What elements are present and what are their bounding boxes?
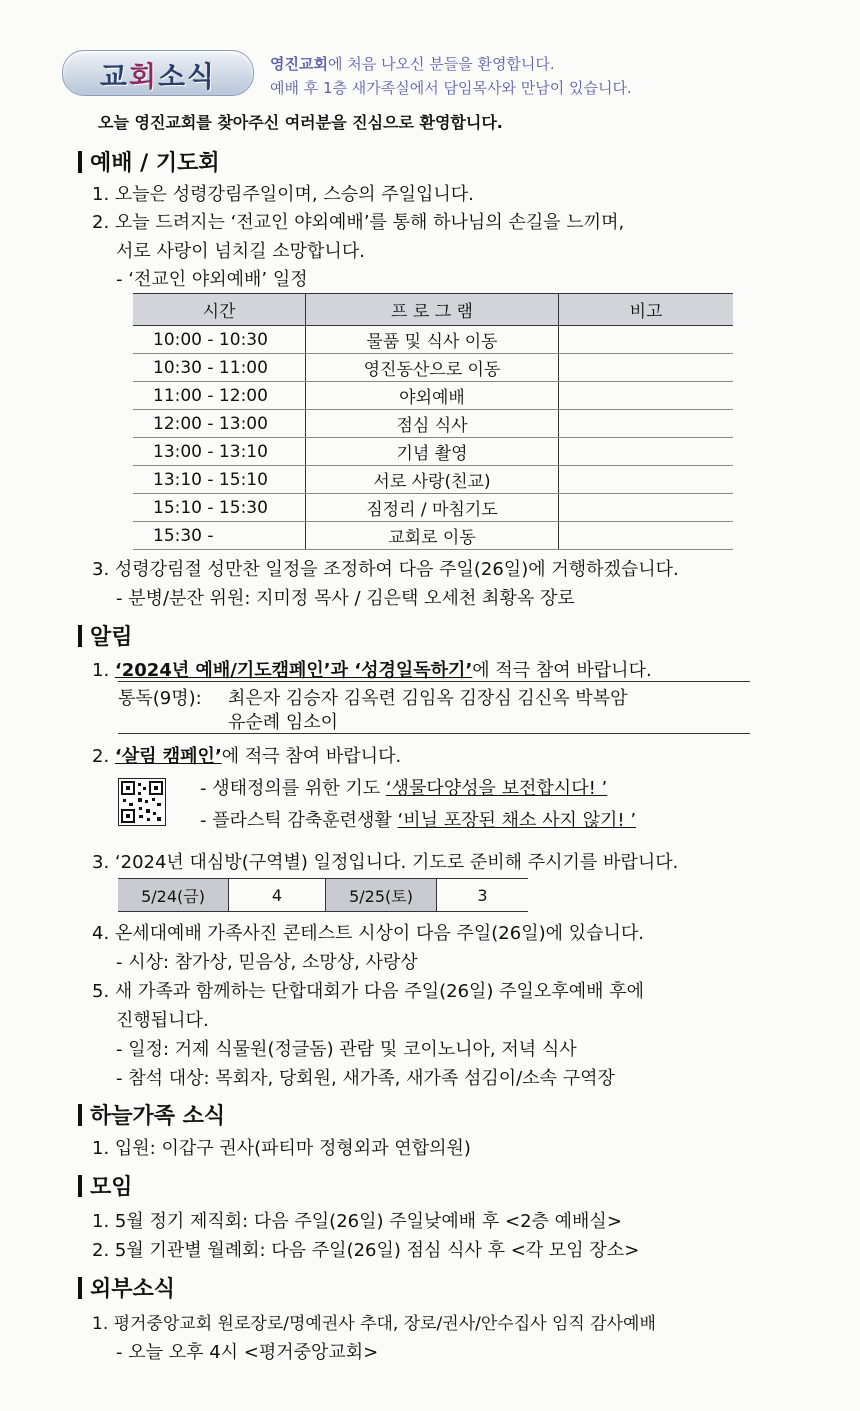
section-title-notice: 알림 [78, 620, 133, 651]
table-header: 시간 [133, 294, 306, 326]
intro-line-1: 영진교회에 처음 나오신 분들을 환영합니다. [270, 55, 555, 73]
table-row [118, 879, 528, 912]
meeting-item-1: 1. 5월 정기 제직회: 다음 주일(26일) 주일낮예배 후 <2층 예배실> [92, 1211, 622, 1232]
qr-code-icon[interactable] [118, 778, 166, 826]
notice-item-1: 1. ‘2024년 예배/기도캠페인’과 ‘성경일독하기’에 적극 참여 바랍니다. [92, 660, 652, 681]
external-item-1-sub: - 오늘 오후 4시 <평거중앙교회> [116, 1342, 379, 1363]
notice-item-5a: 5. 새 가족과 함께하는 단합대회가 다음 주일(26일) 주일오후예배 후에 [92, 981, 644, 1002]
date-cell: 5/25(토) [326, 879, 437, 912]
table-header-row [133, 294, 733, 326]
notice-item-4-sub: - 시상: 참가상, 믿음상, 소망상, 사랑상 [116, 952, 418, 973]
count-cell: 4 [229, 879, 326, 912]
table-row: 13:00 - 13:10 기념 촬영 [133, 438, 733, 466]
reading-label: 통독(9명): [118, 688, 202, 709]
worship-item-2a: 2. 오늘 드려지는 ‘전교인 야외예배’를 통해 하나님의 손길을 느끼며, [92, 212, 625, 233]
worship-item-3: 3. 성령강림절 성만찬 일정을 조정하여 다음 주일(26일)에 거행하겠습니다. [92, 559, 679, 580]
church-name: 영진교회 [270, 55, 328, 73]
table-row: 11:00 - 12:00 야외예배 [133, 382, 733, 410]
table-header: 프 로 그 램 [306, 294, 559, 326]
notice-item-5-sub1: - 일정: 거제 식물원(정글돔) 관람 및 코이노니아, 저녁 식사 [116, 1039, 577, 1060]
table-row: 10:30 - 11:00 영진동산으로 이동 [133, 354, 733, 382]
campaign-line-2: - 플라스틱 감축훈련생활 ‘비닐 포장된 채소 사지 않기! ’ [200, 810, 637, 831]
count-cell: 3 [437, 879, 529, 912]
intro-line-2: 예배 후 1층 새가족실에서 담임목사와 만남이 있습니다. [270, 79, 632, 97]
table-row: 15:10 - 15:30 짐정리 / 마침기도 [133, 494, 733, 522]
notice-item-2: 2. ‘살림 캠페인’에 적극 참여 바랍니다. [92, 746, 402, 767]
schedule-caption: - ‘전교인 야외예배’ 일정 [116, 269, 308, 290]
section-title-family: 하늘가족 소식 [78, 1099, 225, 1130]
worship-item-3-sub: - 분병/분잔 위원: 지미정 목사 / 김은택 오세천 최황옥 장로 [116, 588, 575, 609]
table-header: 비고 [559, 294, 734, 326]
reading-names-2: 유순례 임소이 [228, 712, 339, 733]
section-title-meeting: 모임 [78, 1170, 133, 1201]
meeting-item-2: 2. 5월 기관별 월례회: 다음 주일(26일) 점심 식사 후 <각 모임 장소> [92, 1240, 640, 1261]
picnic-schedule-table [133, 293, 733, 550]
visit-dates-table [118, 878, 528, 912]
section-title-external: 외부소식 [78, 1272, 175, 1303]
notice-item-5b: 진행됩니다. [116, 1010, 209, 1031]
notice-item-5-sub2: - 참석 대상: 목회자, 당회원, 새가족, 새가족 섬김이/소속 구역장 [116, 1068, 615, 1089]
table-row: 13:10 - 15:10 서로 사랑(친교) [133, 466, 733, 494]
section-title-worship: 예배 / 기도회 [78, 146, 220, 177]
notice-item-4: 4. 온세대예배 가족사진 콘테스트 시상이 다음 주일(26일)에 있습니다. [92, 923, 644, 944]
badge-title: 교회소식 [99, 60, 217, 93]
divider [118, 681, 750, 682]
notice-item-3: 3. ‘2024년 대심방(구역별) 일정입니다. 기도로 준비해 주시기를 바랍니다. [92, 852, 679, 873]
welcome-text: 오늘 영진교회를 찾아주신 여러분을 진심으로 환영합니다. [98, 113, 503, 132]
table-row: 15:30 - 교회로 이동 [133, 522, 733, 550]
section-badge [62, 50, 254, 96]
table-row: 12:00 - 13:00 점심 식사 [133, 410, 733, 438]
worship-item-2b: 서로 사랑이 넘치길 소망합니다. [116, 241, 365, 262]
campaign-line-1: - 생태정의를 위한 기도 ‘생물다양성을 보전합시다! ’ [200, 778, 608, 799]
external-item-1: 1. 평거중앙교회 원로장로/명예권사 추대, 장로/권사/안수집사 임직 감사예배 [92, 1314, 656, 1334]
worship-item-1: 1. 오늘은 성령강림주일이며, 스승의 주일입니다. [92, 184, 474, 205]
reading-names-1: 최은자 김승자 김옥련 김임옥 김장심 김신옥 박복암 [228, 688, 628, 709]
date-cell: 5/24(금) [118, 879, 229, 912]
divider [118, 733, 750, 734]
family-item-1: 1. 입원: 이갑구 권사(파티마 정형외과 연합의원) [92, 1138, 471, 1159]
table-row: 10:00 - 10:30 물품 및 식사 이동 [133, 326, 733, 354]
